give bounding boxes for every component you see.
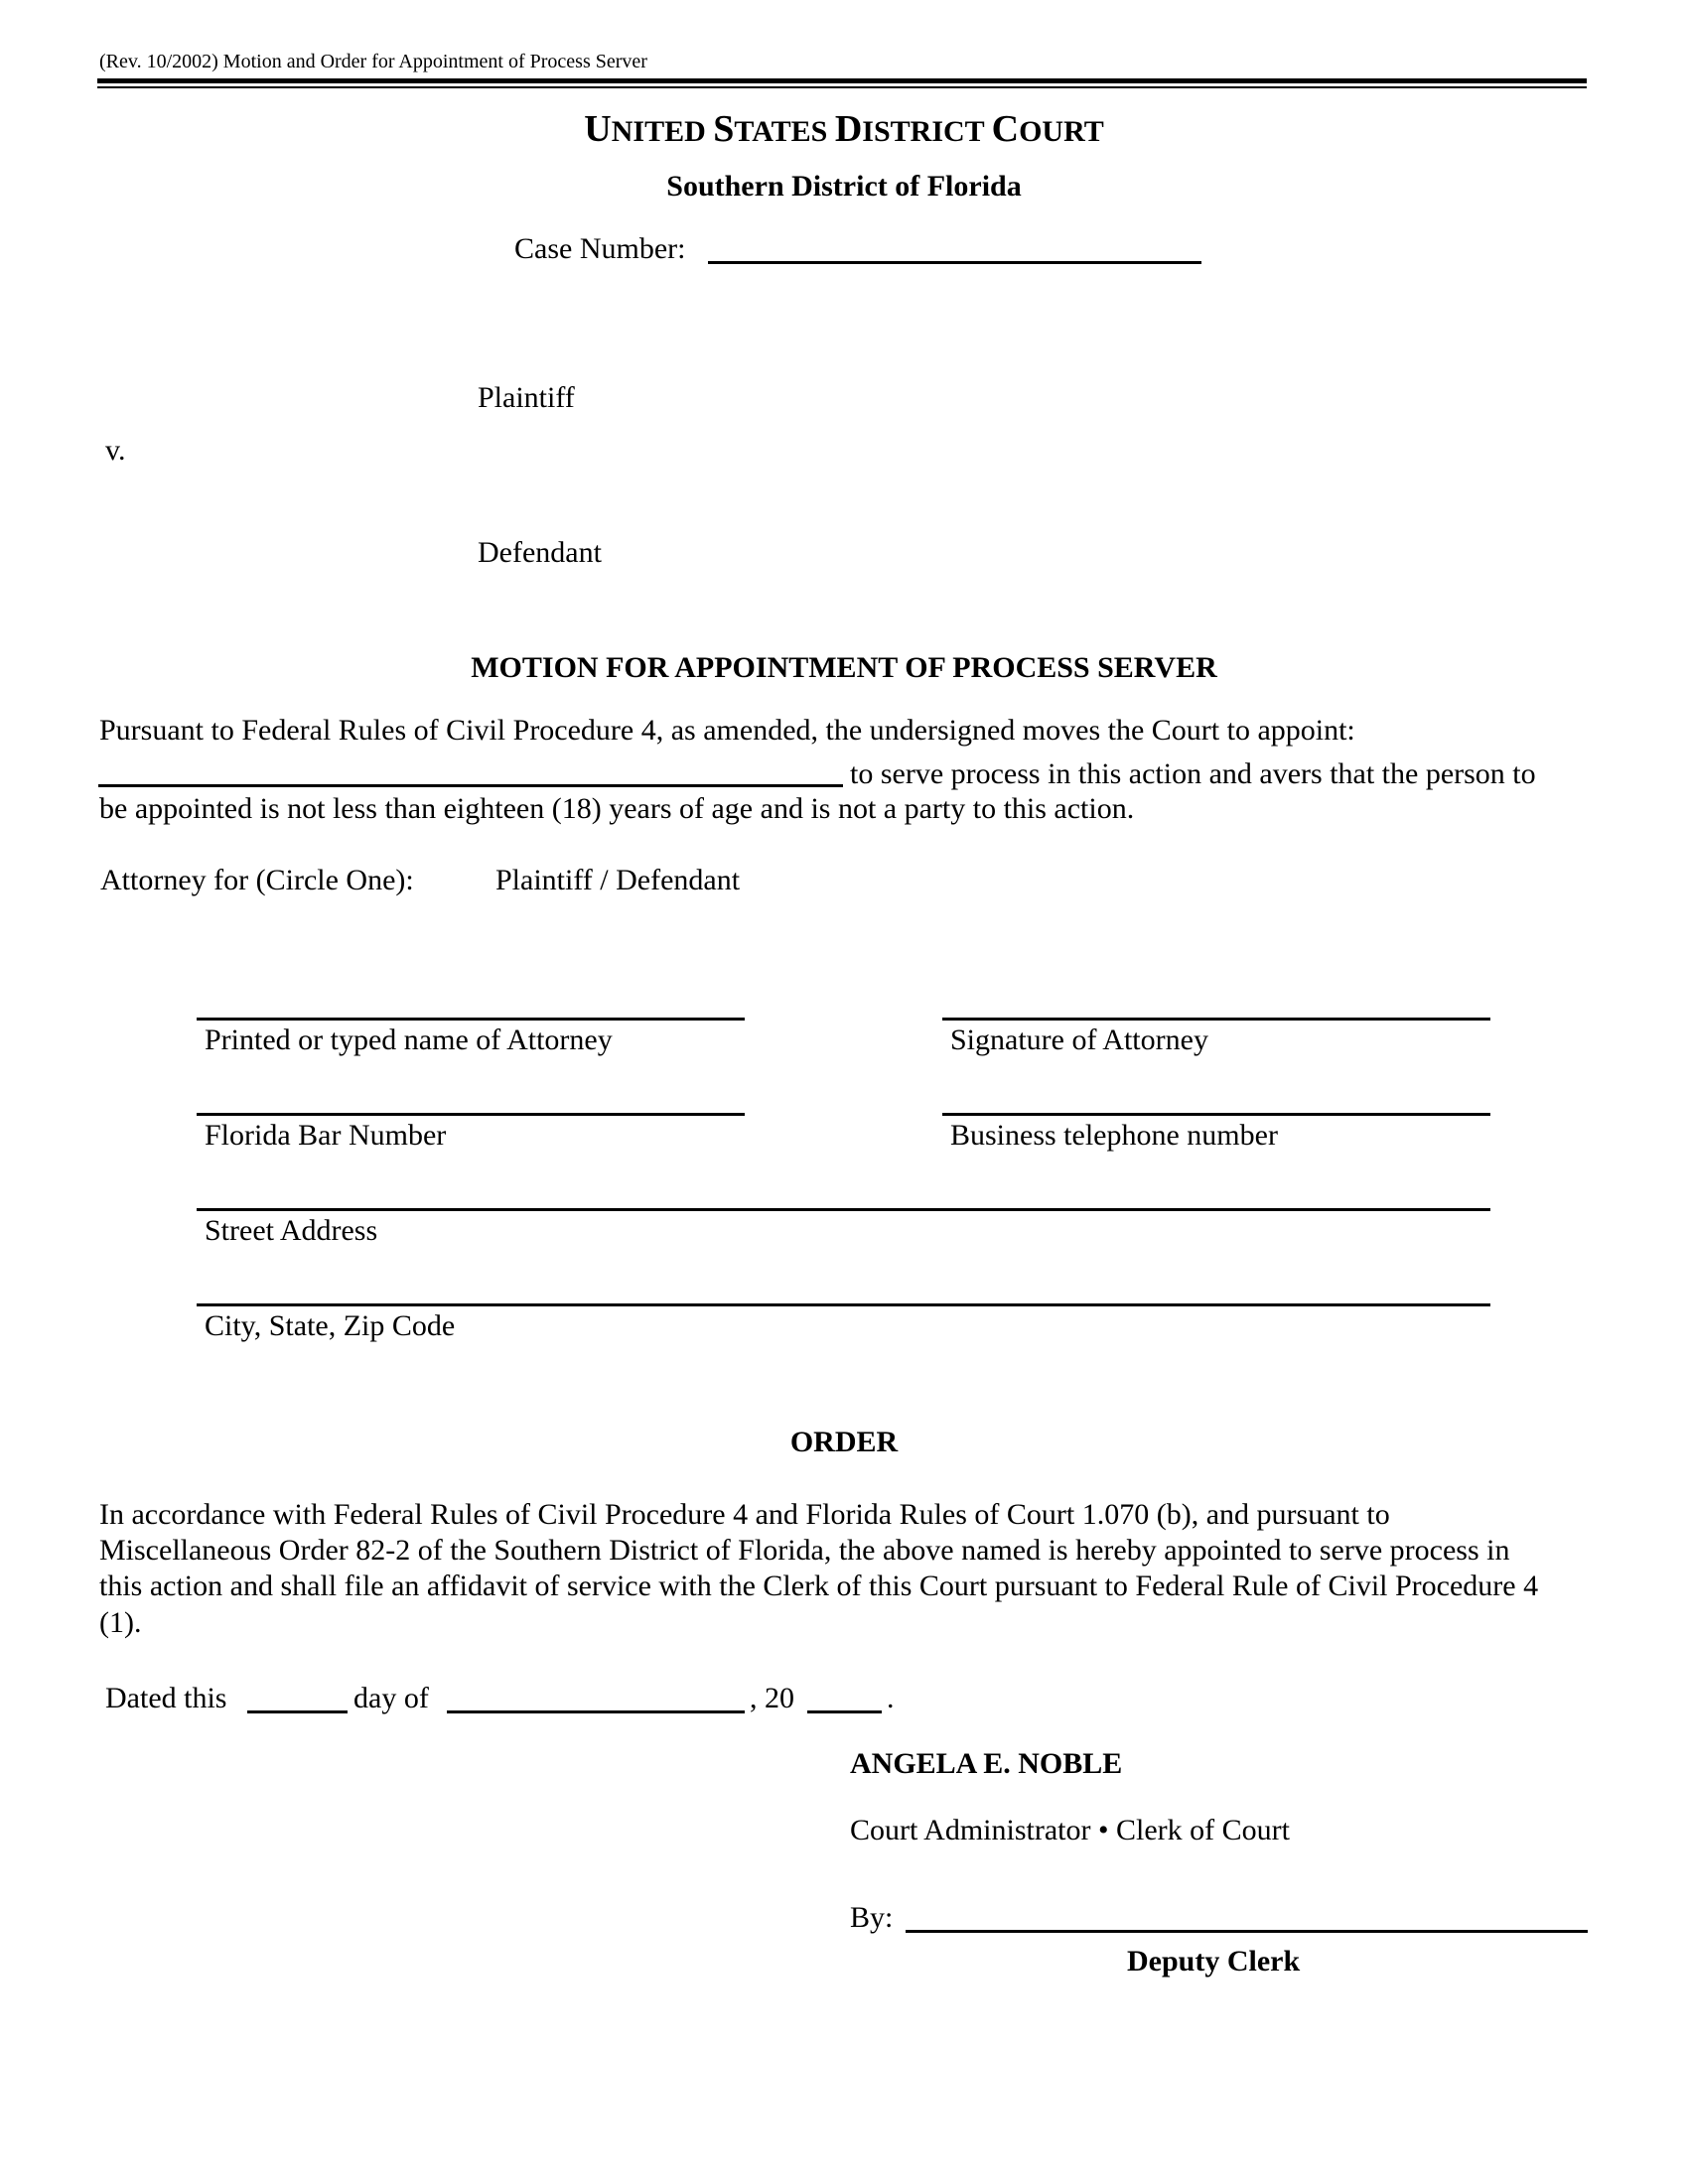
year-prefix-label: , 20 — [750, 1682, 794, 1714]
case-number-label: Case Number: — [514, 232, 686, 265]
court-title-cap: C — [991, 108, 1020, 150]
clerk-title: Court Administrator • Clerk of Court — [850, 1814, 1290, 1846]
attorney-for-label: Attorney for (Circle One): — [100, 864, 414, 896]
attorney-for-options[interactable]: Plaintiff / Defendant — [495, 864, 741, 896]
telephone-label: Business telephone number — [950, 1119, 1278, 1152]
order-text-line1: In accordance with Federal Rules of Civil Procedure 4 and Florida Rules of Court 1.070 (b), and pursuant to — [99, 1498, 1390, 1531]
dated-this-label: Dated this — [105, 1682, 227, 1714]
district-name: Southern District of Florida — [666, 170, 1022, 203]
revision-note: (Rev. 10/2002) Motion and Order for Appointment of Process Server — [99, 51, 647, 72]
motion-text-line3: be appointed is not less than eighteen (18) years of age and is not a party to this action. — [99, 792, 1135, 825]
dated-period: . — [887, 1682, 895, 1714]
deputy-clerk-label: Deputy Clerk — [1127, 1945, 1301, 1978]
city-state-zip-field[interactable] — [197, 1303, 1490, 1306]
signature-label: Signature of Attorney — [950, 1024, 1208, 1056]
court-title-cap: U — [584, 108, 612, 150]
deputy-clerk-signature-field[interactable] — [906, 1930, 1588, 1933]
header-rule-thin — [97, 86, 1587, 88]
motion-heading: MOTION FOR APPOINTMENT OF PROCESS SERVER — [471, 651, 1217, 684]
order-text-line2: Miscellaneous Order 82-2 of the Southern District of Florida, the above named is hereby appointed to serve process in — [99, 1534, 1510, 1567]
court-title-cap: D — [834, 108, 863, 150]
motion-text-line1: Pursuant to Federal Rules of Civil Procedure 4, as amended, the undersigned moves the Court to appoint: — [99, 714, 1355, 747]
court-title — [0, 107, 1688, 159]
plaintiff-label: Plaintiff — [478, 381, 575, 414]
case-number-field[interactable] — [708, 261, 1201, 264]
bar-number-label: Florida Bar Number — [205, 1119, 447, 1152]
signature-field[interactable] — [942, 1018, 1490, 1021]
printed-name-label: Printed or typed name of Attorney — [205, 1024, 613, 1056]
header-rule-thick — [97, 78, 1587, 83]
process-server-name-field[interactable] — [98, 784, 843, 787]
order-heading: ORDER — [789, 1426, 899, 1458]
street-address-field[interactable] — [197, 1208, 1490, 1211]
court-title-small: NITED — [611, 115, 714, 148]
court-title-small: OURT — [1019, 115, 1104, 148]
order-text-line4: (1). — [99, 1606, 142, 1639]
city-state-zip-label: City, State, Zip Code — [205, 1309, 456, 1342]
by-label: By: — [850, 1901, 894, 1934]
court-title-small: TATES — [734, 115, 835, 148]
day-field[interactable] — [247, 1710, 348, 1713]
motion-text-line2: to serve process in this action and avers that the person to — [850, 757, 1536, 790]
court-title-cap: S — [713, 108, 735, 150]
order-text-line3: this action and shall file an affidavit of service with the Clerk of this Court pursuant to Federal Rule of Civil Procedure 4 — [99, 1570, 1539, 1602]
bar-number-field[interactable] — [197, 1113, 745, 1116]
clerk-name: ANGELA E. NOBLE — [850, 1747, 1123, 1780]
versus-label: v. — [105, 434, 126, 467]
court-title-small: ISTRICT — [862, 115, 992, 148]
month-field[interactable] — [447, 1710, 745, 1713]
year-field[interactable] — [807, 1710, 882, 1713]
telephone-field[interactable] — [942, 1113, 1490, 1116]
printed-name-field[interactable] — [197, 1018, 745, 1021]
defendant-label: Defendant — [478, 536, 602, 569]
street-address-label: Street Address — [205, 1214, 378, 1247]
day-of-label: day of — [353, 1682, 429, 1714]
